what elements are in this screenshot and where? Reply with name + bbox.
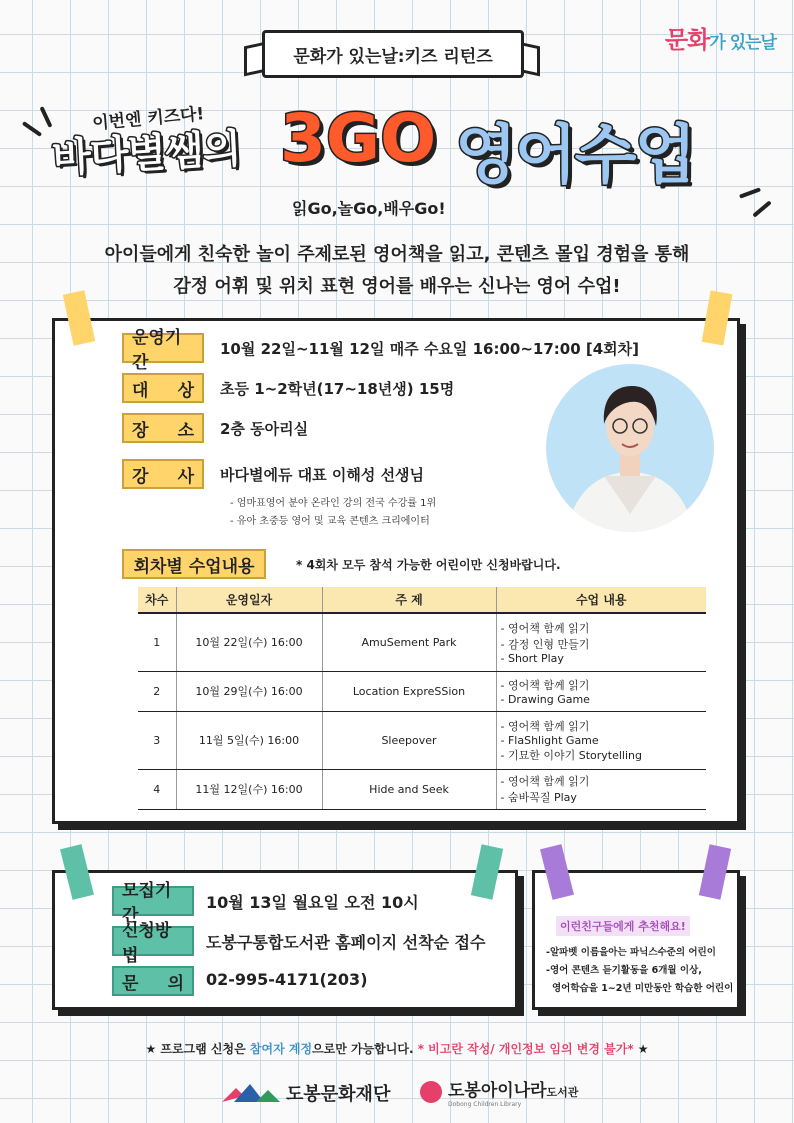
target-label: 대 상: [122, 373, 204, 403]
cell-content: - 영어책 함께 읽기 - Drawing Game: [496, 671, 706, 711]
cell-no: 4: [138, 769, 176, 809]
kicker-text: 이번엔 키즈다!: [91, 104, 206, 134]
schedule-note: * 4회차 모두 참석 가능한 어린이만 신청바랍니다.: [296, 558, 561, 572]
title-part2: 3GO: [280, 100, 437, 177]
teacher-note-1: - 엄마표영어 분야 온라인 강의 전국 수강률 1위: [230, 498, 437, 509]
teacher-note-2: - 유아 초중등 영어 및 교육 콘텐츠 크리에이터: [230, 516, 430, 527]
recommend-item-3: 영어학습을 1~2년 미만동안 학습한 어린이: [552, 983, 734, 994]
dobong-culture-logo: [222, 1080, 390, 1106]
contact-value: 02-995-4171(203): [206, 970, 368, 989]
decor-dash-icon: [40, 106, 53, 128]
teacher-portrait-icon: [546, 364, 714, 532]
cell-date: 10월 22일(수) 16:00: [176, 613, 322, 671]
star-icon: ★: [145, 1042, 157, 1056]
recommend-item-2: -영어 콘텐츠 듣기활동을 6개월 이상,: [546, 965, 702, 976]
period-label: 운영기간: [122, 333, 204, 363]
place-value: 2층 동아리실: [220, 420, 309, 438]
cell-topic: AmuSement Park: [322, 613, 496, 671]
schedule-section-label: 회차별 수업내용: [122, 549, 266, 579]
cell-date: 11월 5일(수) 16:00: [176, 711, 322, 769]
recruit-label: 모집기간: [112, 886, 194, 916]
contact-label: 문 의: [112, 966, 194, 996]
library-emblem-icon: [420, 1081, 442, 1103]
cell-date: 11월 12일(수) 16:00: [176, 769, 322, 809]
decor-dash-icon: [739, 187, 761, 198]
header-banner: [262, 30, 524, 78]
org1-name: 도봉문화재단: [286, 1084, 391, 1105]
application-notice: ★ 프로그램 신청은 참여자 계정으로만 가능합니다. * 비고란 작성/ 개인정보 임의 변경 불가* ★: [145, 1042, 649, 1056]
col-header-content: 수업 내용: [496, 587, 706, 613]
recruit-value: 10월 13일 월요일 오전 10시: [206, 893, 419, 912]
org2-suffix: 도서관: [546, 1086, 579, 1099]
slogan: 읽Go,놀Go,배우Go!: [292, 199, 446, 218]
culture-day-logo: [665, 20, 776, 55]
teacher-value: 바다별에듀 대표 이해성 선생님: [220, 466, 425, 484]
banner-text: 문화가 있는날:키즈 리턴즈: [293, 46, 493, 67]
title-part1: 바다별쌤의: [51, 126, 242, 182]
cell-no: 3: [138, 711, 176, 769]
cell-topic: Hide and Seek: [322, 769, 496, 809]
cell-topic: Location ExpreSSion: [322, 671, 496, 711]
teacher-photo: [546, 364, 714, 532]
logo-main: 문화: [665, 26, 710, 54]
recommend-item-1: -알파벳 이름을아는 파닉스수준의 어린이: [546, 947, 716, 958]
table-row: [138, 711, 706, 769]
star-icon: ★: [637, 1042, 649, 1056]
method-value: 도봉구통합도서관 홈페이지 선착순 접수: [206, 933, 486, 952]
table-row: [138, 613, 706, 671]
col-header-date: 운영일자: [176, 587, 322, 613]
logo-sub: 가 있는날: [709, 33, 776, 53]
cell-content: - 영어책 함께 읽기 - 감정 인형 만들기 - Short Play: [496, 613, 706, 671]
title-part3: 영어수업: [455, 119, 695, 193]
period-value: 10월 22일~11월 12일 매주 수요일 16:00~17:00 [4회차]: [220, 340, 639, 358]
table-row: [138, 769, 706, 809]
intro-line-1: 아이들에게 친숙한 놀이 주제로된 영어책을 읽고, 콘텐츠 몰입 경험을 통해: [104, 244, 690, 265]
decor-dash-icon: [22, 121, 42, 137]
col-header-no: 차수: [138, 587, 176, 613]
cell-date: 10월 29일(수) 16:00: [176, 671, 322, 711]
table-row: [138, 671, 706, 711]
schedule-table: [138, 587, 706, 810]
target-value: 초등 1~2학년(17~18년생) 15명: [220, 380, 455, 398]
cell-content: - 영어책 함께 읽기 - FlaShlight Game - 기묘한 이야기 Storytelling: [496, 711, 706, 769]
org2-name: 도봉아이나라: [448, 1081, 547, 1101]
dobong-children-library-logo: [420, 1076, 578, 1108]
col-header-topic: 주 제: [322, 587, 496, 613]
cell-no: 1: [138, 613, 176, 671]
cell-no: 2: [138, 671, 176, 711]
intro-line-2: 감정 어휘 및 위치 표현 영어를 배우는 신나는 영어 수업!: [173, 276, 621, 297]
cell-topic: Sleepover: [322, 711, 496, 769]
place-label: 장 소: [122, 413, 204, 443]
recommend-title: 이런친구들에게 추천해요!: [556, 916, 690, 936]
decor-dash-icon: [752, 200, 771, 217]
method-label: 신청방법: [112, 926, 194, 956]
org2-en-name: Dobong Children Library: [448, 1101, 522, 1108]
mountain-logo-icon: [222, 1082, 280, 1104]
teacher-label: 강 사: [122, 459, 204, 489]
cell-content: - 영어책 함께 읽기 - 숨바꼭질 Play: [496, 769, 706, 809]
